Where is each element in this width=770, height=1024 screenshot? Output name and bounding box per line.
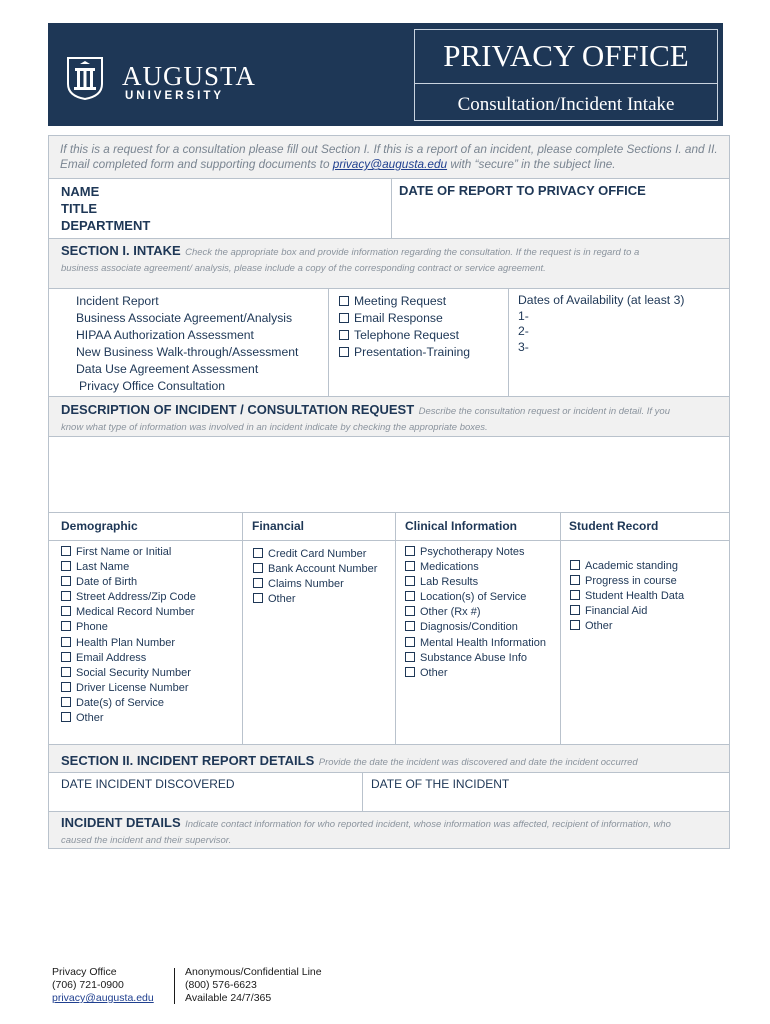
title-label: TITLE	[61, 201, 98, 216]
identity-labels	[61, 183, 150, 234]
clinical-heading: Clinical Information	[405, 519, 518, 533]
university-logo	[48, 23, 414, 126]
footer-office-label: Privacy Office	[52, 966, 117, 978]
checkbox-icon[interactable]	[570, 620, 580, 630]
title-divider	[415, 83, 717, 84]
clinical-option[interactable]: Lab Results	[405, 575, 546, 590]
financial-heading: Financial	[252, 519, 305, 533]
footer-divider	[174, 968, 175, 1004]
demographic-list	[61, 545, 196, 726]
section2-header	[61, 752, 726, 770]
checkbox-icon[interactable]	[405, 546, 415, 556]
report-date-label: DATE OF REPORT TO PRIVACY OFFICE	[399, 183, 646, 198]
request-type-item[interactable]: HIPAA Authorization Assessment	[76, 328, 254, 342]
checkbox-icon[interactable]	[405, 621, 415, 631]
checkbox-icon[interactable]	[61, 561, 71, 571]
clinical-option[interactable]: Medications	[405, 560, 546, 575]
checkbox-icon[interactable]	[253, 593, 263, 603]
section1-note-1: Check the appropriate box and provide information regarding the consultation. If the request is in regard to a	[185, 247, 640, 258]
footer-hotline-phone: (800) 576-6623	[185, 979, 257, 991]
name-label: NAME	[61, 184, 100, 199]
demographic-option[interactable]: Phone	[61, 620, 196, 635]
checkbox-icon[interactable]	[61, 621, 71, 631]
student-option[interactable]: Academic standing	[570, 559, 684, 574]
clinical-option[interactable]: Substance Abuse Info	[405, 651, 546, 666]
section1-header	[61, 244, 721, 276]
request-type-item[interactable]: Data Use Agreement Assessment	[76, 362, 259, 376]
student-option[interactable]: Progress in course	[570, 574, 684, 589]
demographic-option[interactable]: Other	[61, 711, 196, 726]
availability-slot[interactable]: 3-	[518, 339, 529, 354]
demographic-option[interactable]: Street Address/Zip Code	[61, 590, 196, 605]
incident-details-note-2: caused the incident and their supervisor.	[61, 835, 232, 846]
description-header	[61, 403, 721, 435]
demographic-option[interactable]: Email Address	[61, 651, 196, 666]
clinical-option[interactable]: Other (Rx #)	[405, 605, 546, 620]
section2-note: Provide the date the incident was discovered and date the incident occurred	[318, 757, 638, 768]
demographic-option[interactable]: Medical Record Number	[61, 605, 196, 620]
description-note-1: Describe the consultation request or incident in detail. If you	[418, 406, 670, 417]
page-subtitle: Consultation/Incident Intake	[457, 94, 675, 115]
request-type-list	[76, 293, 298, 395]
availability-slot[interactable]: 1-	[518, 308, 529, 323]
footer-office-phone: (706) 721-0900	[52, 979, 124, 991]
checkbox-icon[interactable]	[405, 652, 415, 662]
date-discovered-label: DATE INCIDENT DISCOVERED	[61, 777, 235, 791]
privacy-email-link[interactable]: privacy@augusta.edu	[332, 157, 448, 171]
description-textarea[interactable]	[49, 437, 729, 511]
checkbox-icon[interactable]	[61, 546, 71, 556]
demographic-option[interactable]: Date(s) of Service	[61, 696, 196, 711]
checkbox-icon[interactable]	[570, 605, 580, 615]
demographic-option[interactable]: Last Name	[61, 560, 196, 575]
clinical-option[interactable]: Other	[405, 666, 546, 681]
checkbox-icon[interactable]	[339, 347, 349, 357]
description-note-2: know what type of information was involved in an incident indicate by checking the appropriate boxes.	[61, 422, 488, 433]
availability-slot[interactable]: 2-	[518, 324, 529, 338]
request-type-item[interactable]: Incident Report	[76, 294, 159, 308]
checkbox-icon[interactable]	[405, 591, 415, 601]
department-label: DEPARTMENT	[61, 218, 151, 233]
student-option[interactable]: Financial Aid	[570, 604, 684, 619]
date-of-incident-label: DATE OF THE INCIDENT	[371, 777, 510, 791]
section1-note-2: business associate agreement/ analysis, please include a copy of the corresponding contract or service agreement.	[61, 263, 546, 274]
request-type-item[interactable]: New Business Walk-through/Assessment	[76, 345, 299, 359]
checkbox-icon[interactable]	[405, 667, 415, 677]
financial-option[interactable]: Claims Number	[253, 577, 377, 592]
clinical-option[interactable]: Diagnosis/Condition	[405, 620, 546, 635]
header-banner	[48, 23, 723, 126]
demographic-option[interactable]: Social Security Number	[61, 666, 196, 681]
checkbox-icon[interactable]	[61, 652, 71, 662]
checkbox-icon[interactable]	[61, 606, 71, 616]
checkbox-icon[interactable]	[253, 548, 263, 558]
checkbox-icon[interactable]	[61, 697, 71, 707]
checkbox-icon[interactable]	[339, 313, 349, 323]
checkbox-icon[interactable]	[61, 637, 71, 647]
checkbox-icon[interactable]	[570, 590, 580, 600]
financial-option[interactable]: Credit Card Number	[253, 547, 377, 562]
footer-hotline-label: Anonymous/Confidential Line	[185, 966, 322, 978]
logo-wordmark: AUGUSTA	[122, 61, 256, 91]
footer-office-contact	[52, 966, 154, 1005]
clinical-option[interactable]: Mental Health Information	[405, 636, 546, 651]
footer-hotline-hours: Available 24/7/365	[185, 992, 272, 1004]
checkbox-icon[interactable]	[61, 576, 71, 586]
checkbox-icon[interactable]	[570, 560, 580, 570]
meeting-option[interactable]: Meeting Request	[339, 293, 470, 310]
student-option[interactable]: Other	[570, 619, 684, 634]
financial-list	[253, 547, 377, 607]
student-list	[570, 559, 684, 634]
checkbox-icon[interactable]	[253, 563, 263, 573]
checkbox-icon[interactable]	[61, 667, 71, 677]
footer-hotline	[185, 966, 322, 1005]
meeting-option[interactable]: Telephone Request	[339, 327, 470, 344]
checkbox-icon[interactable]	[405, 561, 415, 571]
logo-subtitle: UNIVERSITY	[125, 90, 225, 102]
instructions-text: If this is a request for a consultation please fill out Section I. If this is a report of an incident, please complete Sections I. and II. Email completed form and supporting documents to privacy@augusta.edu with “secure” in the subject line.	[60, 142, 718, 171]
demographic-option[interactable]: Driver License Number	[61, 681, 196, 696]
incident-details-heading: INCIDENT DETAILS	[61, 815, 181, 830]
meeting-option[interactable]: Presentation-Training	[339, 344, 470, 361]
student-option[interactable]: Student Health Data	[570, 589, 684, 604]
augusta-seal-icon	[66, 56, 104, 100]
checkbox-icon[interactable]	[339, 296, 349, 306]
title-block	[414, 29, 718, 121]
checkbox-icon[interactable]	[570, 575, 580, 585]
clinical-list	[405, 545, 546, 681]
footer-email-link[interactable]: privacy@augusta.edu	[52, 992, 154, 1004]
demographic-heading: Demographic	[61, 519, 138, 533]
clinical-option[interactable]: Location(s) of Service	[405, 590, 546, 605]
meeting-option[interactable]: Email Response	[339, 310, 470, 327]
demographic-option[interactable]: Health Plan Number	[61, 636, 196, 651]
checkbox-icon[interactable]	[61, 682, 71, 692]
section2-heading: SECTION II. INCIDENT REPORT DETAILS	[61, 753, 315, 768]
description-heading: DESCRIPTION OF INCIDENT / CONSULTATION REQUEST	[61, 402, 415, 417]
incident-details-note-1: Indicate contact information for who reported incident, whose information was affected, recipient of information, who	[185, 819, 671, 830]
financial-option[interactable]: Other	[253, 592, 377, 607]
demographic-option[interactable]: Date of Birth	[61, 575, 196, 590]
page-title: PRIVACY OFFICE	[443, 38, 689, 73]
checkbox-icon[interactable]	[405, 606, 415, 616]
meeting-option-list	[339, 293, 470, 361]
clinical-option[interactable]: Psychotherapy Notes	[405, 545, 546, 560]
checkbox-icon[interactable]	[61, 591, 71, 601]
section1-heading: SECTION I. INTAKE	[61, 243, 181, 258]
financial-option[interactable]: Bank Account Number	[253, 562, 377, 577]
checkbox-icon[interactable]	[405, 637, 415, 647]
checkbox-icon[interactable]	[253, 578, 263, 588]
demographic-option[interactable]: First Name or Initial	[61, 545, 196, 560]
checkbox-icon[interactable]	[61, 712, 71, 722]
student-heading: Student Record	[569, 519, 659, 533]
request-type-item[interactable]: Business Associate Agreement/Analysis	[76, 311, 293, 325]
availability-block	[518, 293, 684, 355]
availability-label: Dates of Availability (at least 3)	[518, 293, 685, 307]
checkbox-icon[interactable]	[339, 330, 349, 340]
checkbox-icon[interactable]	[405, 576, 415, 586]
incident-details-header	[61, 816, 721, 848]
request-type-item[interactable]: Privacy Office Consultation	[79, 379, 226, 393]
